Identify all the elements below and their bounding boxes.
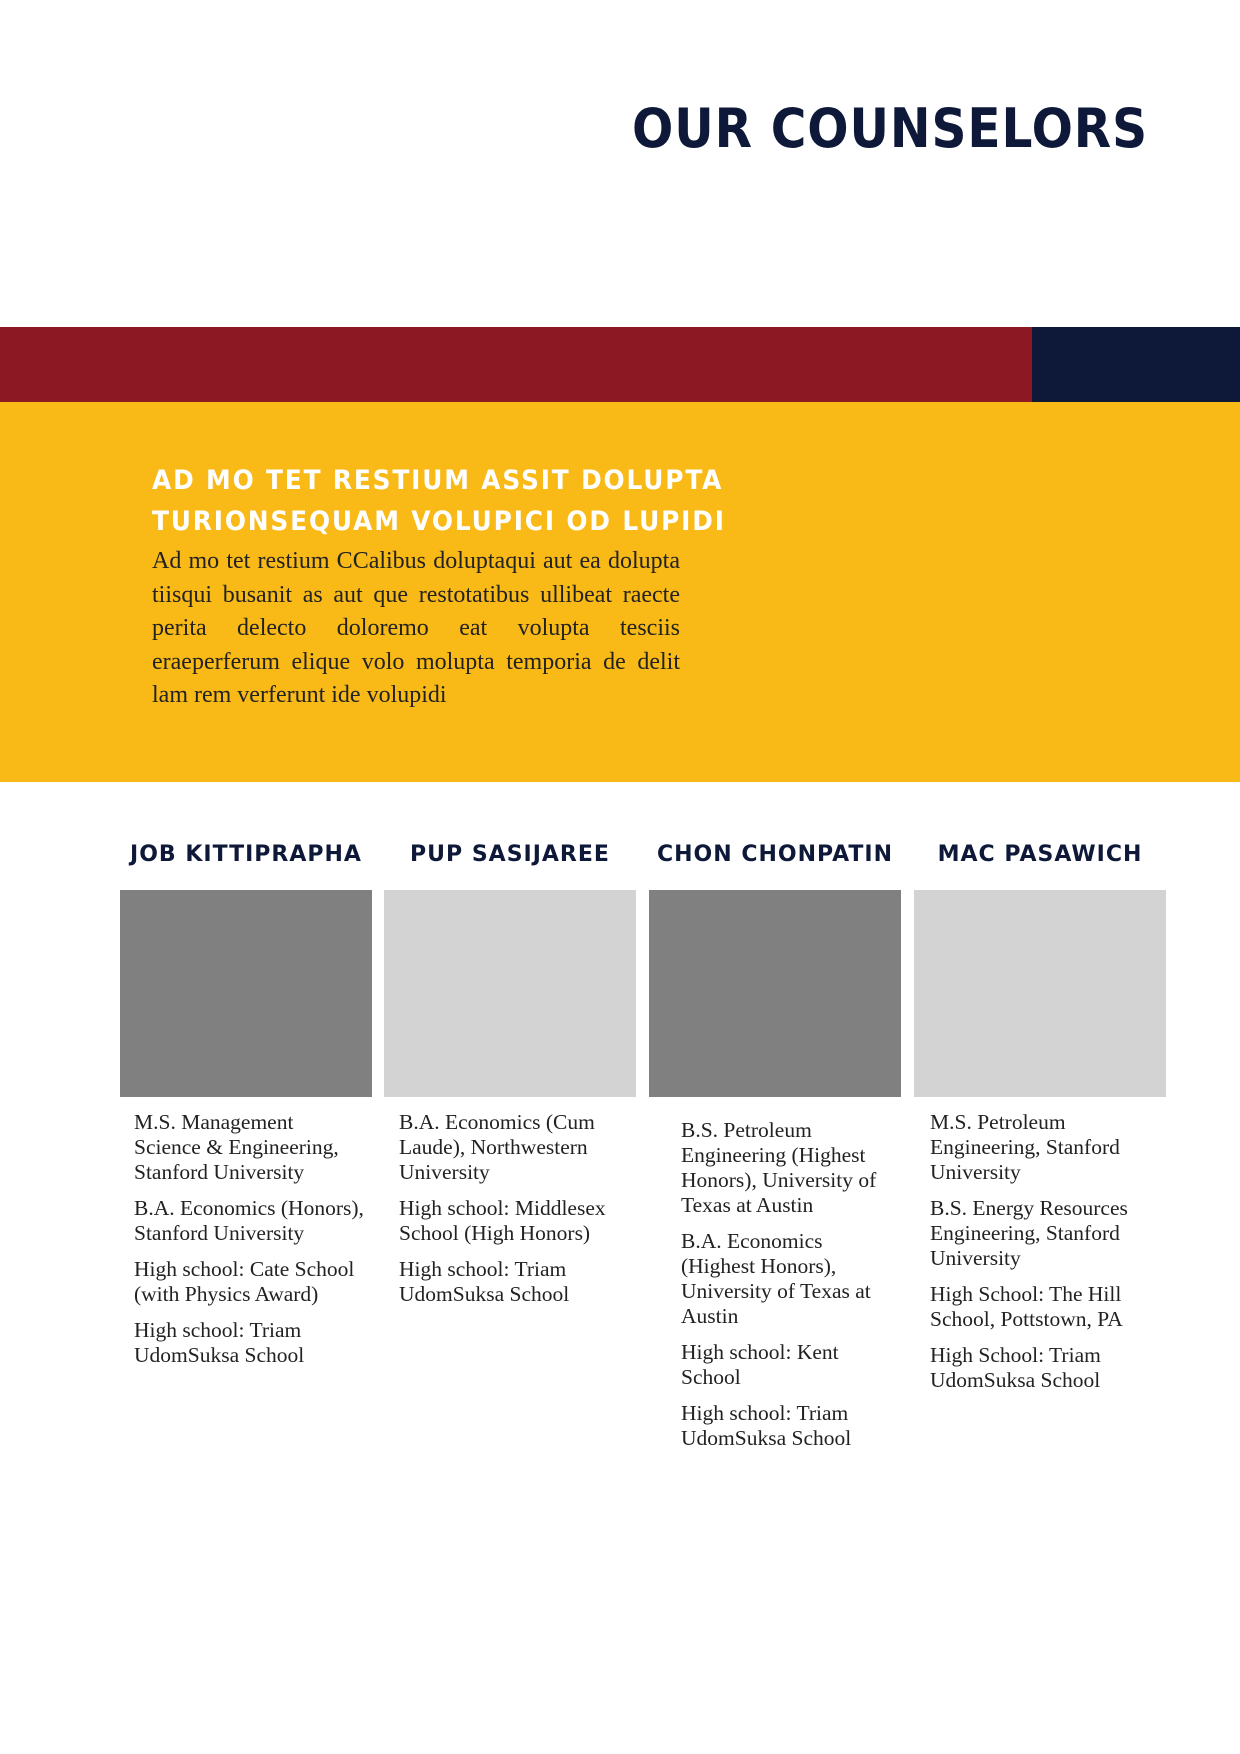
credential-item: High school: Triam UdomSuksa School bbox=[134, 1318, 305, 1367]
credential-item: M.S. Petroleum Engineering, Stanford University bbox=[930, 1110, 1120, 1184]
counselor-credentials-1 bbox=[134, 1110, 364, 1379]
credential-item: High School: Triam UdomSuksa School bbox=[930, 1343, 1101, 1392]
credential-item: High school: Cate School (with Physics Award) bbox=[134, 1257, 355, 1306]
credential-item: High school: Triam UdomSuksa School bbox=[681, 1401, 852, 1450]
credential-item: B.A. Economics (Highest Honors), University of Texas at Austin bbox=[681, 1229, 871, 1328]
red-color-band bbox=[0, 327, 1032, 402]
counselor-credentials-4 bbox=[930, 1110, 1160, 1404]
navy-color-band bbox=[1032, 327, 1240, 402]
counselor-name-3: CHON CHONPATIN bbox=[656, 842, 894, 867]
counselor-photo-placeholder-4 bbox=[914, 890, 1166, 1097]
intro-body: Ad mo tet restium CCalibus doluptaqui aut ea dolupta tiisqui busanit as aut que restotatibus ullibeat raecte perita delecto doloremo eat volupta tesciis eraeperferum elique volo molupta temporia de delit lam rem verferunt ide volupidi bbox=[152, 548, 680, 708]
credential-item: B.S. Petroleum Engineering (Highest Honors), University of Texas at Austin bbox=[681, 1118, 877, 1217]
credential-item: High school: Triam UdomSuksa School bbox=[399, 1257, 570, 1306]
counselor-photo-placeholder-2 bbox=[384, 890, 636, 1097]
credential-item: M.S. Management Science & Engineering, Stanford University bbox=[134, 1110, 339, 1184]
credential-item: B.A. Economics (Honors), Stanford University bbox=[134, 1196, 364, 1245]
credential-item: High school: Middlesex School (High Honors) bbox=[399, 1196, 606, 1245]
counselor-name-4: MAC PASAWICH bbox=[937, 842, 1143, 867]
counselor-credentials-2 bbox=[399, 1110, 621, 1318]
counselor-credentials-3 bbox=[681, 1118, 901, 1462]
counselor-photo-placeholder-3 bbox=[649, 890, 901, 1097]
counselor-name-2: PUP SASIJAREE bbox=[410, 842, 610, 867]
credential-item: High school: Kent School bbox=[681, 1340, 839, 1389]
counselor-photo-placeholder-1 bbox=[120, 890, 372, 1097]
credential-item: B.A. Economics (Cum Laude), Northwestern University bbox=[399, 1110, 595, 1184]
credential-item: High School: The Hill School, Pottstown, PA bbox=[930, 1282, 1123, 1331]
intro-headline: AD MO TET RESTIUM ASSIT DOLUPTA TURIONSEQUAM VOLUPICI OD LUPIDI bbox=[152, 465, 726, 537]
counselor-name-1: JOB KITTIPRAPHA bbox=[130, 842, 362, 867]
credential-item: B.S. Energy Resources Engineering, Stanford University bbox=[930, 1196, 1128, 1270]
page-title: OUR COUNSELORS bbox=[632, 97, 1149, 160]
